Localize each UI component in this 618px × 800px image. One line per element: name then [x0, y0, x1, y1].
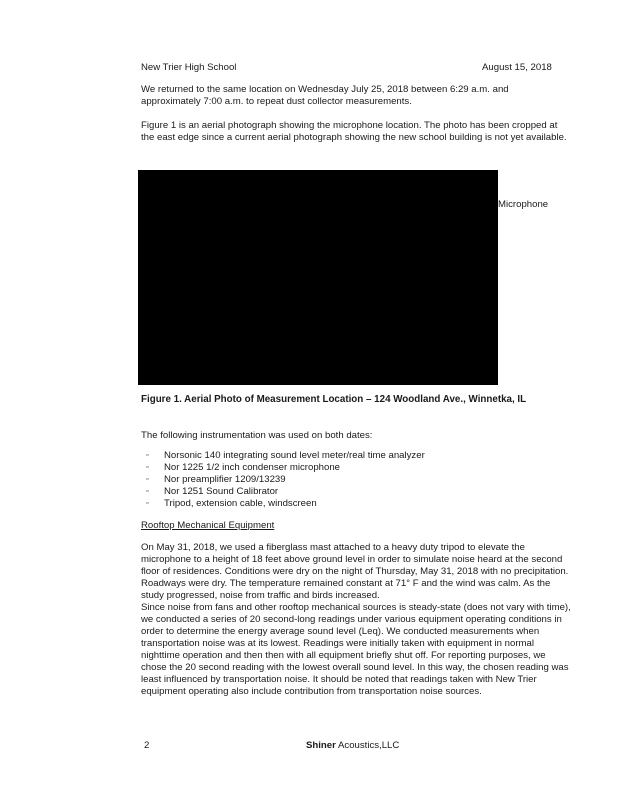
instrumentation-intro: The following instrumentation was used on both dates: — [141, 430, 373, 441]
rooftop-paragraph-2: Since noise from fans and other rooftop mechanical sources is steady-state (does not vary with time), we conducted a series of 20 second-long readings under various equipment operating conditions in order to determine the energy average sound level (Leq). We conducted measurements when transportation noise was at its lowest. Readings were initially taken with equipment in normal nighttime operation and then then with all equipment briefly shut off. For reporting purposes, we chose the 20 second reading with the lowest overall sound level. In this way, the chosen reading was least influenced by transportation noise. It should be noted that readings taken with New Trier equipment operating also include contribution from transportation noise sources. — [141, 602, 571, 697]
header-school: New Trier High School — [141, 62, 237, 73]
bullet-icon: ▫ — [146, 464, 149, 471]
rooftop-heading: Rooftop Mechanical Equipment — [141, 520, 275, 531]
list-item-text: Nor 1225 1/2 inch condenser microphone — [164, 462, 340, 473]
bullet-icon: ▫ — [146, 500, 149, 507]
list-item — [146, 450, 425, 462]
footer-brand — [306, 740, 399, 752]
intro-paragraph-2: Figure 1 is an aerial photograph showing the microphone location. The photo has been cropped at the east edge since a current aerial photograph showing the new school building is not yet available. — [141, 120, 567, 143]
aerial-photo — [138, 170, 498, 385]
list-item — [146, 474, 425, 486]
list-item-text: Tripod, extension cable, windscreen — [164, 498, 317, 509]
list-item — [146, 498, 425, 510]
header-date: August 15, 2018 — [482, 62, 552, 73]
bullet-icon: ▫ — [146, 476, 149, 483]
figure-caption: Figure 1. Aerial Photo of Measurement Location – 124 Woodland Ave., Winnetka, IL — [141, 394, 527, 405]
instrumentation-list — [146, 450, 425, 510]
microphone-label: Microphone — [498, 199, 549, 210]
bullet-icon: ▫ — [146, 452, 149, 459]
list-item-text: Norsonic 140 integrating sound level meter/real time analyzer — [164, 450, 425, 461]
list-item-text: Nor preamplifier 1209/13239 — [164, 474, 286, 485]
bullet-icon: ▫ — [146, 488, 149, 495]
rooftop-paragraph-1: On May 31, 2018, we used a fiberglass mast attached to a heavy duty tripod to elevate the microphone to a height of 18 feet above ground level in order to simulate noise heard at the second floor of residences. Conditions were dry on the night of Thursday, May 31, 2018 with no precipitation. Roadways were dry. The temperature remained constant at 71° F and the wind was calm. As the study progressed, noise from traffic and birds increased. — [141, 542, 569, 601]
footer-brand-rest: Acoustics,LLC — [338, 740, 400, 751]
footer-brand-bold: Shiner — [306, 740, 336, 751]
list-item — [146, 486, 425, 498]
page-number: 2 — [144, 740, 150, 751]
list-item — [146, 462, 425, 474]
list-item-text: Nor 1251 Sound Calibrator — [164, 486, 279, 497]
intro-paragraph-1: We returned to the same location on Wednesday July 25, 2018 between 6:29 a.m. and approximately 7:00 a.m. to repeat dust collector measurements. — [141, 84, 509, 107]
